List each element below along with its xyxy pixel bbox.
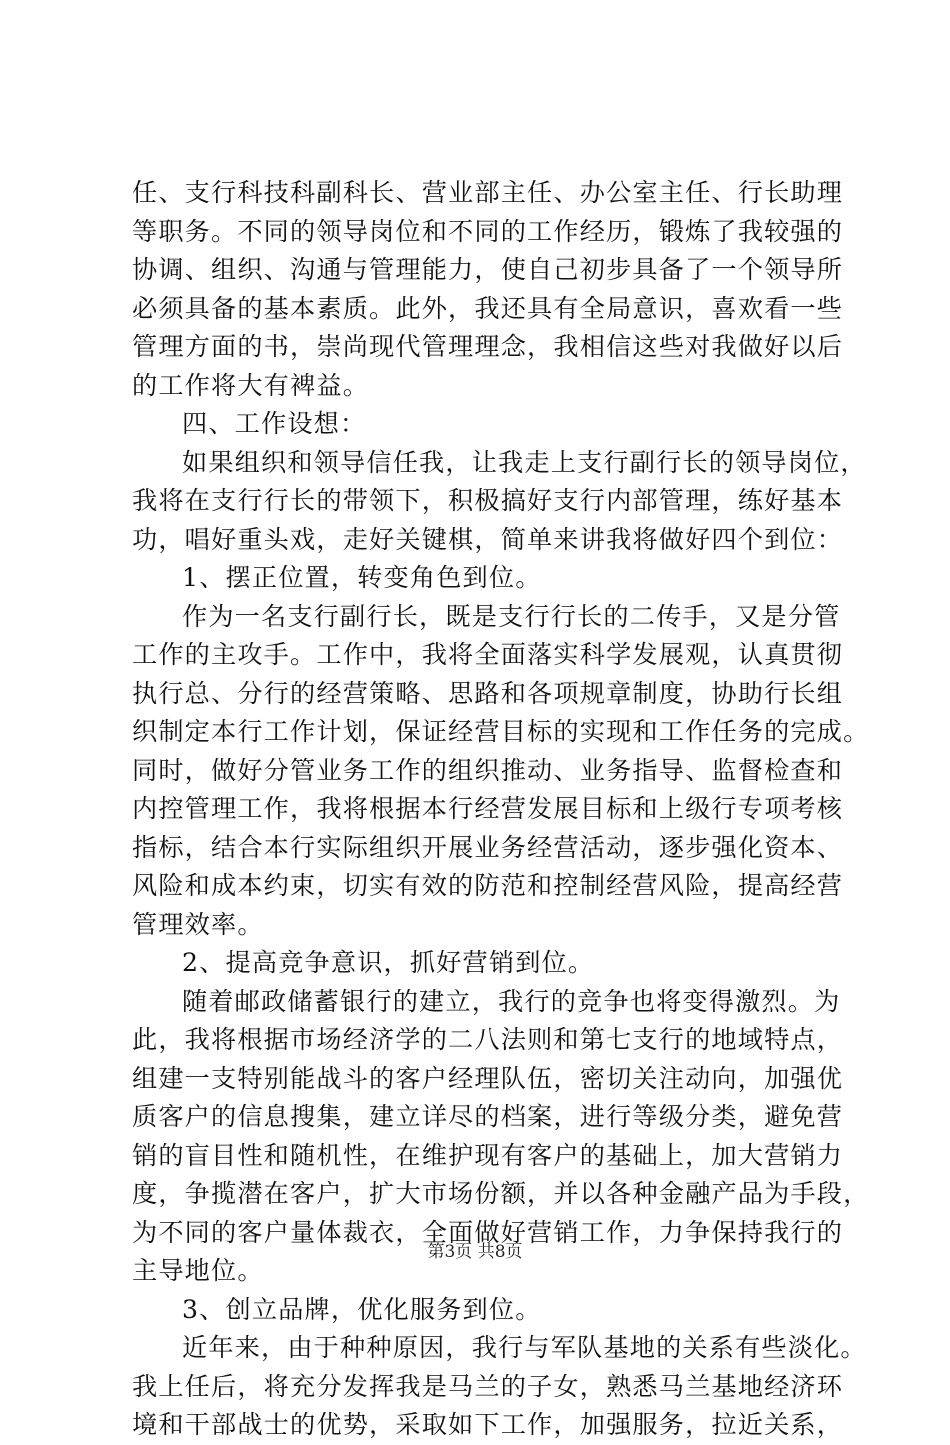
page-number-label: 第3页 共8页 — [427, 1242, 523, 1262]
text-line: 协调、组织、沟通与管理能力，使自己初步具备了一个领导所 — [132, 255, 844, 284]
text-line: 1、摆正位置，转变角色到位。 — [182, 563, 542, 592]
text-line: 任、支行科技科副科长、营业部主任、办公室主任、行长助理 — [132, 178, 844, 207]
text-line: 近年来，由于种种原因，我行与军队基地的关系有些淡化。 — [182, 1333, 867, 1362]
text-line: 随着邮政储蓄银行的建立，我行的竞争也将变得激烈。为 — [182, 986, 841, 1016]
text-line: 主导地位。 — [132, 1256, 264, 1285]
text-line: 管理方面的书，崇尚现代管理理念，我相信这些对我做好以后 — [132, 332, 844, 361]
text-line: 织制定本行工作计划，保证经营目标的实现和工作任务的完成。 — [132, 717, 870, 746]
text-line: 内控管理工作，我将根据本行经营发展目标和上级行专项考核 — [132, 794, 844, 823]
text-line: 指标，结合本行实际组织开展业务经营活动，逐步强化资本、 — [132, 832, 844, 862]
text-line: 执行总、分行的经营策略、思路和各项规章制度，协助行长组 — [132, 678, 844, 708]
text-line: 四、工作设想： — [182, 409, 367, 438]
text-line: 为不同的客户量体裁衣，全面做好营销工作，力争保持我行的 — [132, 1217, 844, 1247]
text-line: 的工作将大有裨益。 — [132, 370, 370, 400]
text-line: 销的盲目性和随机性，在维护现有客户的基础上，加大营销力 — [132, 1140, 844, 1170]
text-line: 作为一名支行副行长，既是支行行长的二传手，又是分管 — [182, 601, 841, 631]
text-line: 度，争揽潜在客户，扩大市场份额，并以各种金融产品为手段， — [132, 1179, 870, 1208]
text-line: 风险和成本约束，切实有效的防范和控制经营风险，提高经营 — [132, 871, 844, 900]
text-line: 工作的主攻手。工作中，我将全面落实科学发展观，认真贯彻 — [132, 640, 844, 669]
page-footer — [0, 1240, 950, 1264]
text-line: 质客户的信息搜集，建立详尽的档案，进行等级分类，避免营 — [132, 1102, 844, 1131]
text-line: 我上任后，将充分发挥我是马兰的子女，熟悉马兰基地经济环 — [132, 1371, 844, 1401]
text-line: 境和干部战士的优势，采取如下工作，加强服务，拉近关系， — [132, 1410, 844, 1439]
text-line: 我将在支行行长的带领下，积极搞好支行内部管理，练好基本 — [132, 486, 844, 515]
text-line: 如果组织和领导信任我，让我走上支行副行长的领导岗位， — [182, 447, 867, 477]
text-line: 2、提高竞争意识，抓好营销到位。 — [182, 948, 595, 977]
text-line: 功，唱好重头戏，走好关键棋，简单来讲我将做好四个到位： — [132, 524, 844, 554]
text-line: 同时，做好分管业务工作的组织推动、业务指导、监督检查和 — [132, 755, 844, 785]
text-line: 3、创立品牌，优化服务到位。 — [182, 1294, 542, 1324]
text-line: 等职务。不同的领导岗位和不同的工作经历，锻炼了我较强的 — [132, 216, 844, 246]
text-line: 管理效率。 — [132, 909, 264, 939]
text-line: 必须具备的基本素质。此外，我还具有全局意识，喜欢看一些 — [132, 293, 844, 323]
text-line: 此，我将根据市场经济学的二八法则和第七支行的地域特点， — [132, 1025, 844, 1054]
text-line: 组建一支特别能战斗的客户经理队伍，密切关注动向，加强优 — [132, 1063, 844, 1093]
